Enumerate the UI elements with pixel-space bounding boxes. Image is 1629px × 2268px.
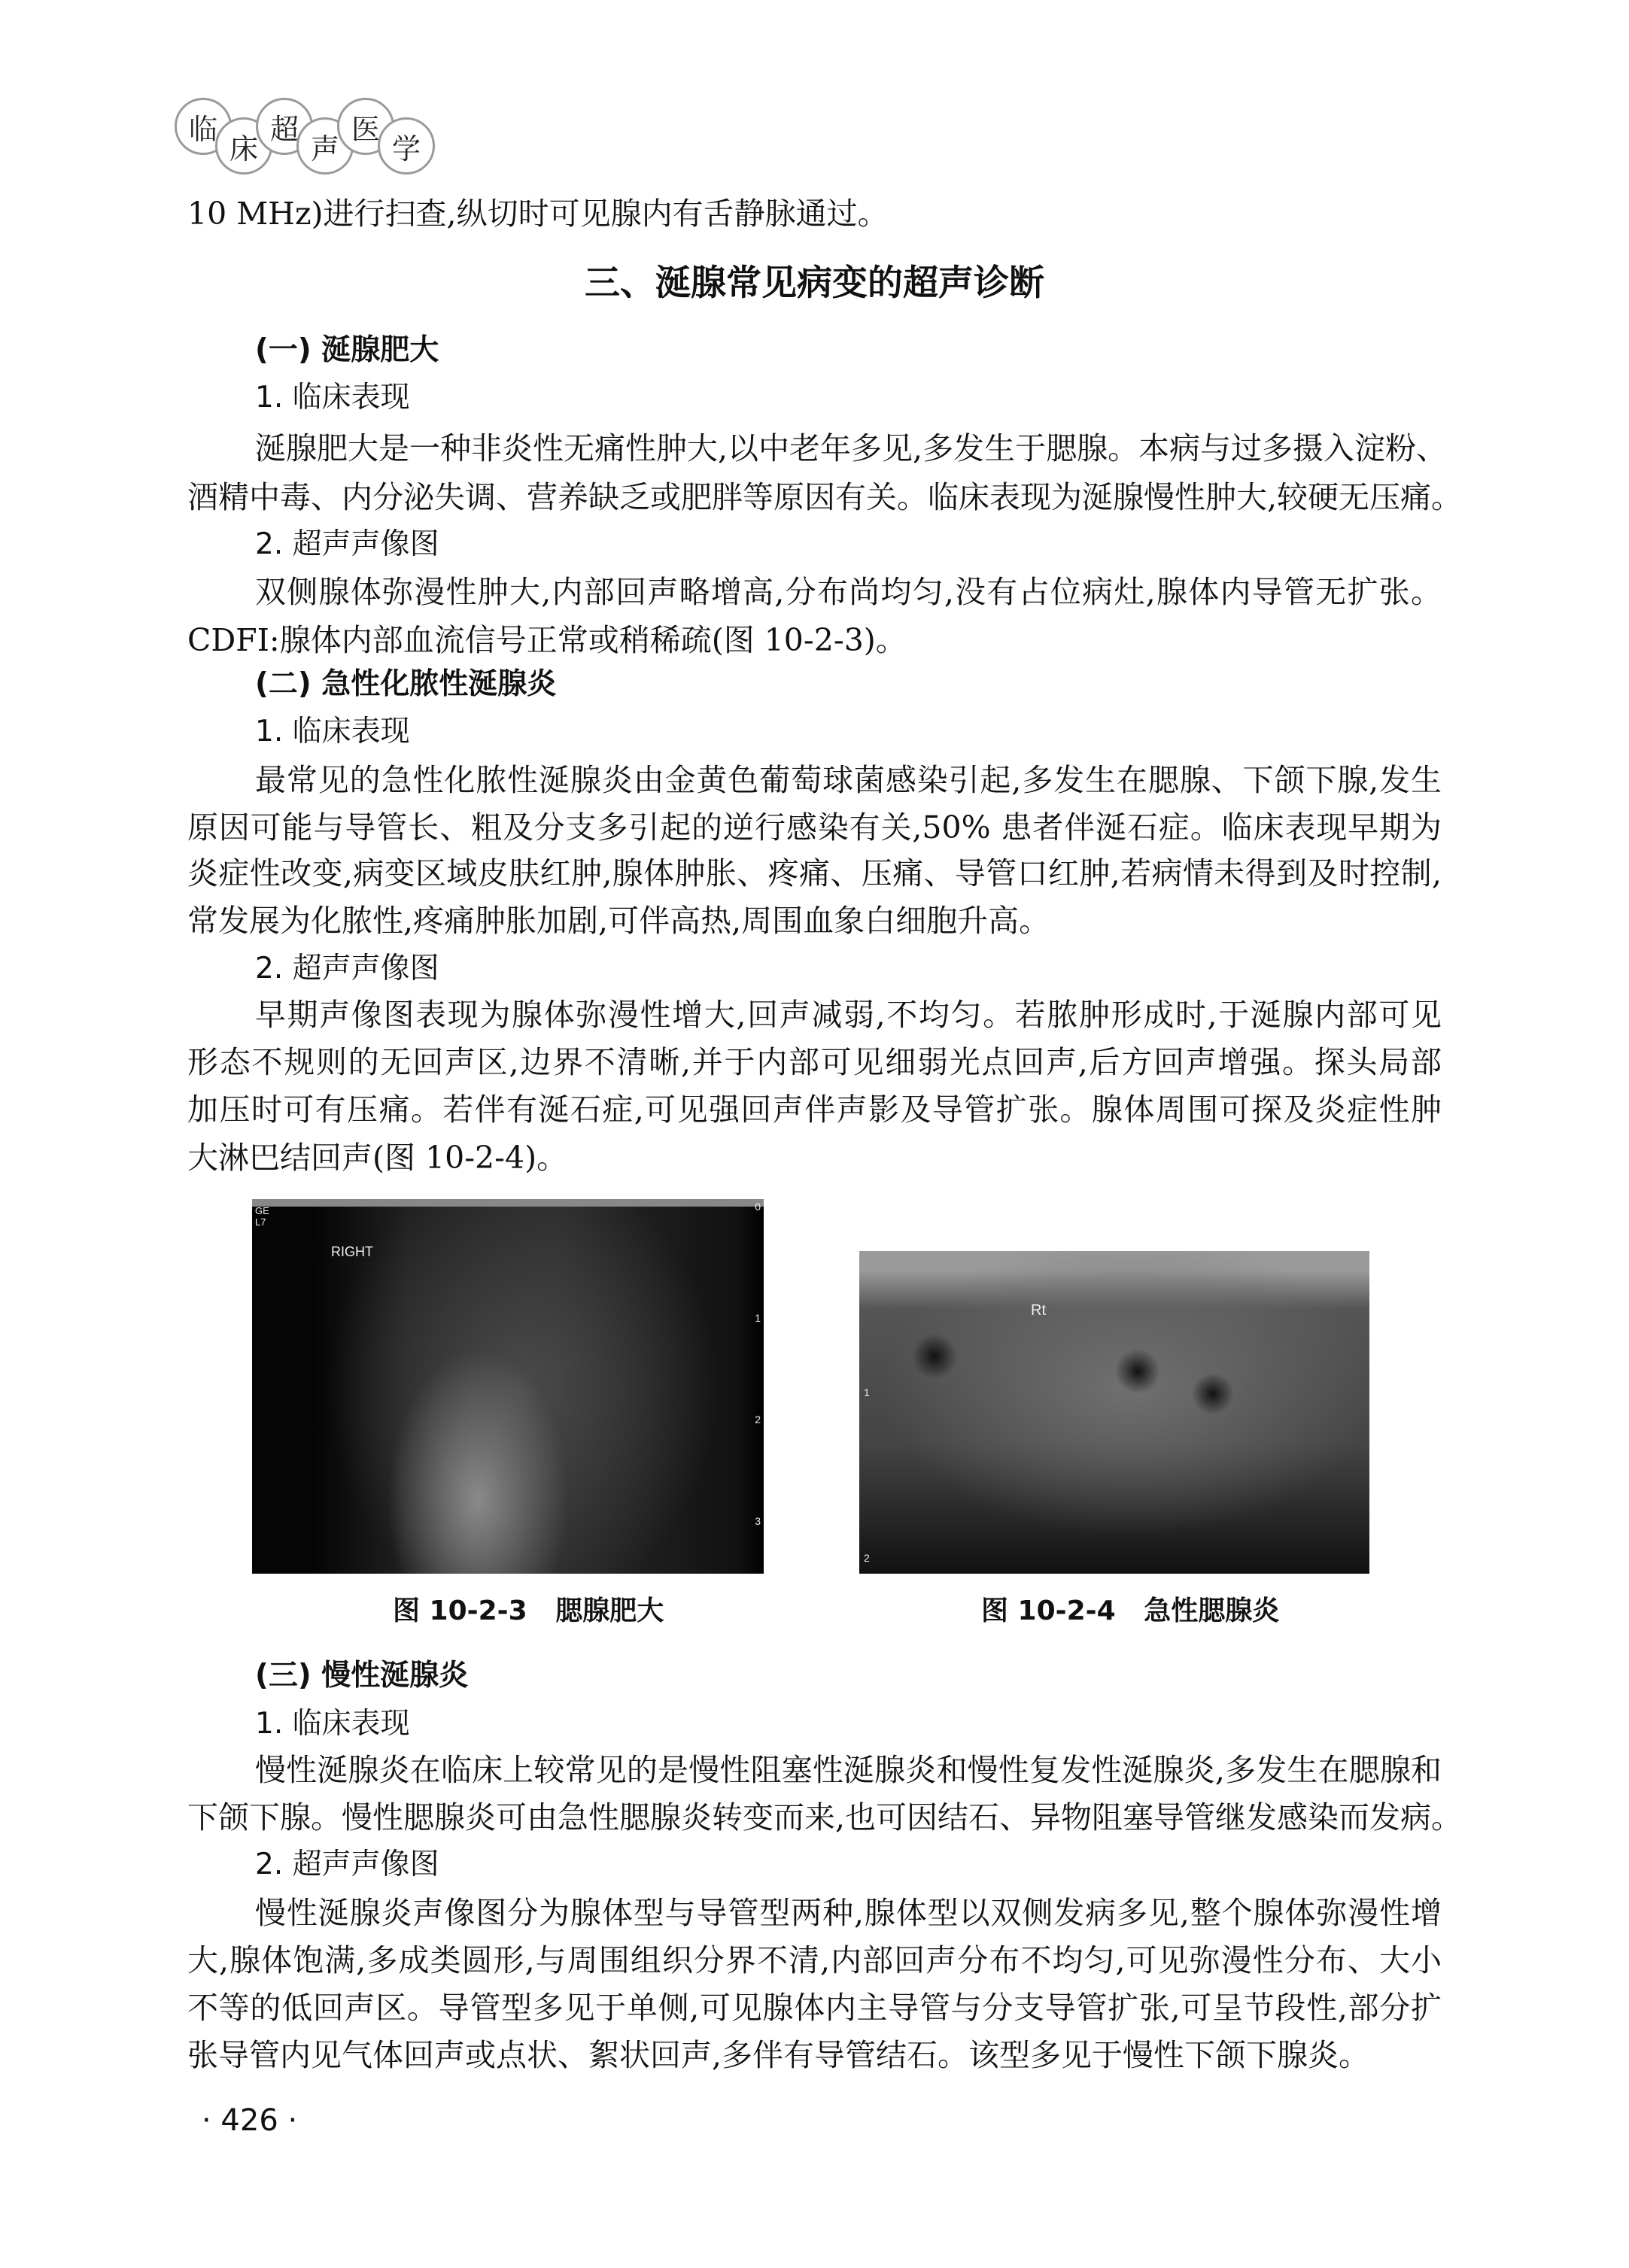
paragraph-line: 酒精中毒、内分泌失调、营养缺乏或肥胖等原因有关。临床表现为涎腺慢性肿大,较硬无压痛。 [187,479,1463,515]
image-label-right: RIGHT [331,1244,373,1259]
subsection-heading: (三) 慢性涎腺炎 [255,1659,469,1693]
paragraph-line: 常发展为化脓性,疼痛肿胀加剧,可伴高热,周围血象白细胞升高。 [187,903,1050,939]
skin-line [252,1199,764,1207]
paragraph-line: 大淋巴结回声(图 10-2-4)。 [187,1140,568,1176]
figure-10-2-3-ultrasound-image [252,1199,764,1574]
depth-mark: 2 [755,1413,761,1425]
logo-char-circle: 超 [256,98,313,155]
paragraph-line: 不等的低回声区。导管型多见于单侧,可见腺体内主导管与分支导管扩张,可呈节段性,部分扩 [187,1990,1442,2026]
paragraph-line: 加压时可有压痛。若伴有涎石症,可见强回声伴声影及导管扩张。腺体周围可探及炎症性肿 [187,1091,1442,1128]
depth-mark: 1 [864,1386,870,1398]
paragraph-line: 最常见的急性化脓性涎腺炎由金黄色葡萄球菌感染引起,多发生在腮腺、下颌下腺,发生 [255,762,1442,798]
section-title: 三、涎腺常见病变的超声诊断 [585,263,1044,304]
item-heading: 1. 临床表现 [255,381,410,414]
paragraph-line: 张导管内见气体回声或点状、絮状回声,多伴有导管结石。该型多见于慢性下颌下腺炎。 [187,2037,1370,2073]
paragraph-line: 炎症性改变,病变区域皮肤红肿,腺体肿胀、疼痛、压痛、导管口红肿,若病情未得到及时控制, [187,855,1442,891]
item-heading: 2. 超声声像图 [255,527,439,561]
paragraph-line: 涎腺肥大是一种非炎性无痛性肿大,以中老年多见,多发生于腮腺。本病与过多摄入淀粉、 [255,430,1448,466]
item-heading: 1. 临床表现 [255,1707,410,1741]
depth-mark: 3 [755,1515,761,1527]
subsection-heading: (一) 涎腺肥大 [255,333,439,367]
paragraph-line: 双侧腺体弥漫性肿大,内部回声略增高,分布尚均匀,没有占位病灶,腺体内导管无扩张。 [255,574,1442,610]
logo-char-circle: 学 [378,117,435,175]
page-number: · 426 · [202,2103,298,2138]
paragraph-line: 大,腺体饱满,多成类圆形,与周围组织分界不清,内部回声分布不均匀,可见弥漫性分布、大小 [187,1942,1442,1978]
paragraph-line: 形态不规则的无回声区,边界不清晰,并于内部可见细弱光点回声,后方回声增强。探头局部 [187,1044,1442,1080]
image-label-rt: Rt [1031,1302,1046,1319]
subsection-heading: (二) 急性化脓性涎腺炎 [255,667,557,701]
depth-mark: 2 [864,1552,870,1564]
depth-mark: 1 [755,1312,761,1324]
logo-char-circle: 床 [215,117,272,175]
probe-label: GE L7 [255,1205,269,1228]
paragraph-line: CDFI:腺体内部血流信号正常或稍稀疏(图 10-2-3)。 [187,622,907,658]
item-heading: 1. 临床表现 [255,715,410,748]
logo-char-circle: 临 [175,98,232,155]
figure-caption: 图 10-2-4 急性腮腺炎 [981,1595,1280,1626]
book-series-logo [175,98,430,173]
paragraph-line: 慢性涎腺炎在临床上较常见的是慢性阻塞性涎腺炎和慢性复发性涎腺炎,多发生在腮腺和 [255,1752,1442,1788]
paragraph-line: 原因可能与导管长、粗及分支多引起的逆行感染有关,50% 患者伴涎石症。临床表现早期为 [187,809,1442,846]
paragraph-line: 10 MHz)进行扫查,纵切时可见腺内有舌静脉通过。 [187,196,889,232]
paragraph-line: 慢性涎腺炎声像图分为腺体型与导管型两种,腺体型以双侧发病多见,整个腺体弥漫性增 [255,1895,1442,1931]
logo-char-circle: 声 [296,117,354,175]
item-heading: 2. 超声声像图 [255,1847,439,1881]
depth-mark: 0 [755,1201,761,1213]
paragraph-line: 早期声像图表现为腺体弥漫性增大,回声减弱,不均匀。若脓肿形成时,于涎腺内部可见 [255,997,1442,1033]
figure-10-2-4-ultrasound-image [859,1251,1369,1574]
figure-caption: 图 10-2-3 腮腺肥大 [393,1595,664,1626]
item-heading: 2. 超声声像图 [255,952,439,985]
logo-char-circle: 医 [337,98,394,155]
paragraph-line: 下颌下腺。慢性腮腺炎可由急性腮腺炎转变而来,也可因结石、异物阻塞导管继发感染而发病。 [187,1799,1463,1835]
